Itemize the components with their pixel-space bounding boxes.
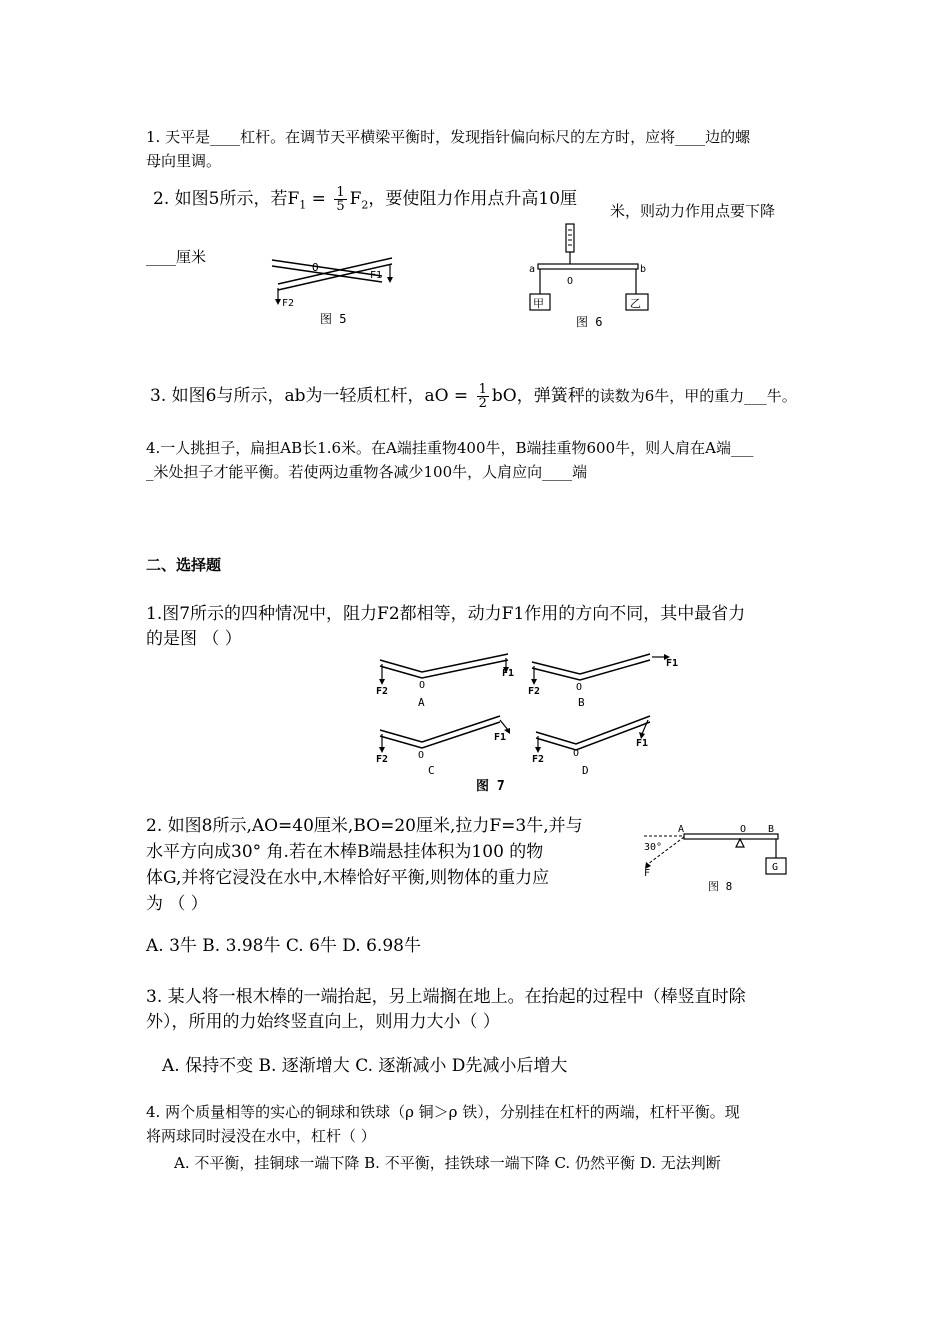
fig8-fulcrum — [736, 839, 744, 847]
c3-line2: 外），所用的力始终竖直向上，则用力大小（ ） — [146, 1012, 500, 1032]
fig7-b-label: B — [578, 696, 585, 709]
fig7-b-o: O — [576, 682, 583, 693]
fig7-caption: 图 7 — [476, 779, 505, 794]
fig7-c-f2: F2 — [376, 754, 389, 765]
fig7-a-f1: F1 — [502, 668, 515, 679]
fig7-a-f2: F2 — [376, 686, 389, 697]
q2-line2: ____厘米 — [146, 248, 207, 266]
section-2-title: 二、选择题 — [146, 556, 222, 574]
fig6-b-label: b — [640, 264, 647, 275]
fig6-caption: 图 6 — [576, 315, 603, 329]
fig8-b-label: B — [768, 824, 775, 835]
fig7-panel-a — [376, 654, 514, 709]
fig7-c-f1: F1 — [494, 732, 507, 743]
c4-options: A. 不平衡，挂铜球一端下降 B. 不平衡，挂铁球一端下降 C. 仍然平衡 D. 无法判断 — [174, 1154, 721, 1172]
fig5-caption: 图 5 — [320, 312, 347, 326]
fig8-caption: 图 8 — [708, 880, 733, 893]
q4-line1: 4.一人挑担子，扁担AB长1.6米。在A端挂重物400牛，B端挂重物600牛，则人肩在A端___ — [146, 439, 754, 457]
fig7-panel-b — [528, 654, 678, 709]
fig7-a-label: A — [418, 696, 425, 709]
fig5-o-label: O — [312, 261, 319, 274]
fig6-lever — [538, 264, 638, 269]
fig7-b-f2: F2 — [528, 686, 541, 697]
fig7-panel-c — [376, 716, 510, 777]
q2-tail: 米，则动力作用点要下降 — [610, 202, 776, 220]
c2-line4: 为 （ ） — [146, 894, 208, 914]
fig7-panel-d — [532, 716, 650, 777]
figure-7 — [370, 650, 690, 794]
q2-fraction: $\frac{1}{5}$ — [336, 185, 345, 214]
fig7-d-f1: F1 — [636, 738, 649, 749]
fig5-f1-label: F1 — [370, 270, 383, 281]
c3-line1: 3. 某人将一根木棒的一端抬起，另上端搁在地上。在抬起的过程中（棒竖直时除 — [146, 987, 746, 1007]
fig7-d-f2: F2 — [532, 754, 545, 765]
q1-line2: 母向里调。 — [146, 152, 222, 170]
fig6-right-label: 乙 — [630, 297, 641, 310]
c1-line2: 的是图 （ ） — [146, 629, 242, 649]
fig8-g-label: G — [772, 862, 779, 873]
c4-line1: 4. 两个质量相等的实心的铜球和铁球（ρ 铜＞ρ 铁），分别挂在杠杆的两端，杠杆平衡。现 — [146, 1103, 740, 1121]
fig6-o-label: O — [567, 276, 574, 287]
figure-5 — [268, 250, 408, 330]
q2-formula: 2. 如图5所示，若$F_1$ = $\frac{1}{5}$ $F_2$，要使阻力作用点升高10厘 — [153, 185, 578, 214]
c2-line1: 2. 如图8所示,AO=40厘米,BO=20厘米,拉力F=3牛,并与 — [146, 816, 583, 836]
fig8-f-label: F — [644, 868, 651, 879]
q3-formula: 3. 如图6与所示，ab为一轻质杠杆，aO = $\frac{1}{2}$ bO，弹簧秤的读数为6牛，甲的重力___牛。 — [150, 382, 797, 411]
fig6-spring-scale — [566, 224, 574, 252]
c2-options: A. 3牛 B. 3.98牛 C. 6牛 D. 6.98牛 — [146, 936, 421, 956]
c4-line2: 将两球同时浸没在水中，杠杆（ ） — [146, 1127, 376, 1145]
fig6-a-label: a — [529, 264, 536, 275]
fig8-a-label: A — [678, 824, 685, 835]
c2-line2: 水平方向成30° 角.若在木棒B端悬挂体积为100 的物 — [146, 842, 544, 862]
fig7-c-o: O — [418, 750, 425, 761]
q3-fraction: $\frac{1}{2}$ — [478, 382, 487, 411]
fig5-f2-label: F2 — [282, 298, 295, 309]
fig7-d-label: D — [582, 764, 589, 777]
fig7-a-o: O — [419, 680, 426, 691]
fig6-left-label: 甲 — [533, 297, 544, 310]
fig7-b-f1: F1 — [666, 658, 679, 669]
figure-8 — [640, 820, 800, 900]
q1-line1: 1. 天平是____杠杆。在调节天平横梁平衡时，发现指针偏向标尺的左方时，应将____边的螺 — [146, 128, 751, 146]
figure-6 — [526, 222, 656, 332]
fig8-lever — [684, 834, 778, 839]
fig7-c-label: C — [428, 764, 435, 777]
c1-line1: 1.图7所示的四种情况中，阻力F2都相等，动力F1作用的方向不同，其中最省力 — [146, 604, 746, 624]
q4-line2: _米处担子才能平衡。若使两边重物各减少100牛，人肩应向____端 — [146, 463, 588, 481]
c2-line3: 体G,并将它浸没在水中,木棒恰好平衡,则物体的重力应 — [146, 868, 550, 888]
fig8-angle: 30° — [644, 842, 663, 853]
fig7-d-o: O — [573, 748, 580, 759]
c3-options: A. 保持不变 B. 逐渐增大 C. 逐渐减小 D先减小后增大 — [162, 1056, 568, 1076]
fig8-o-label: O — [740, 824, 747, 835]
